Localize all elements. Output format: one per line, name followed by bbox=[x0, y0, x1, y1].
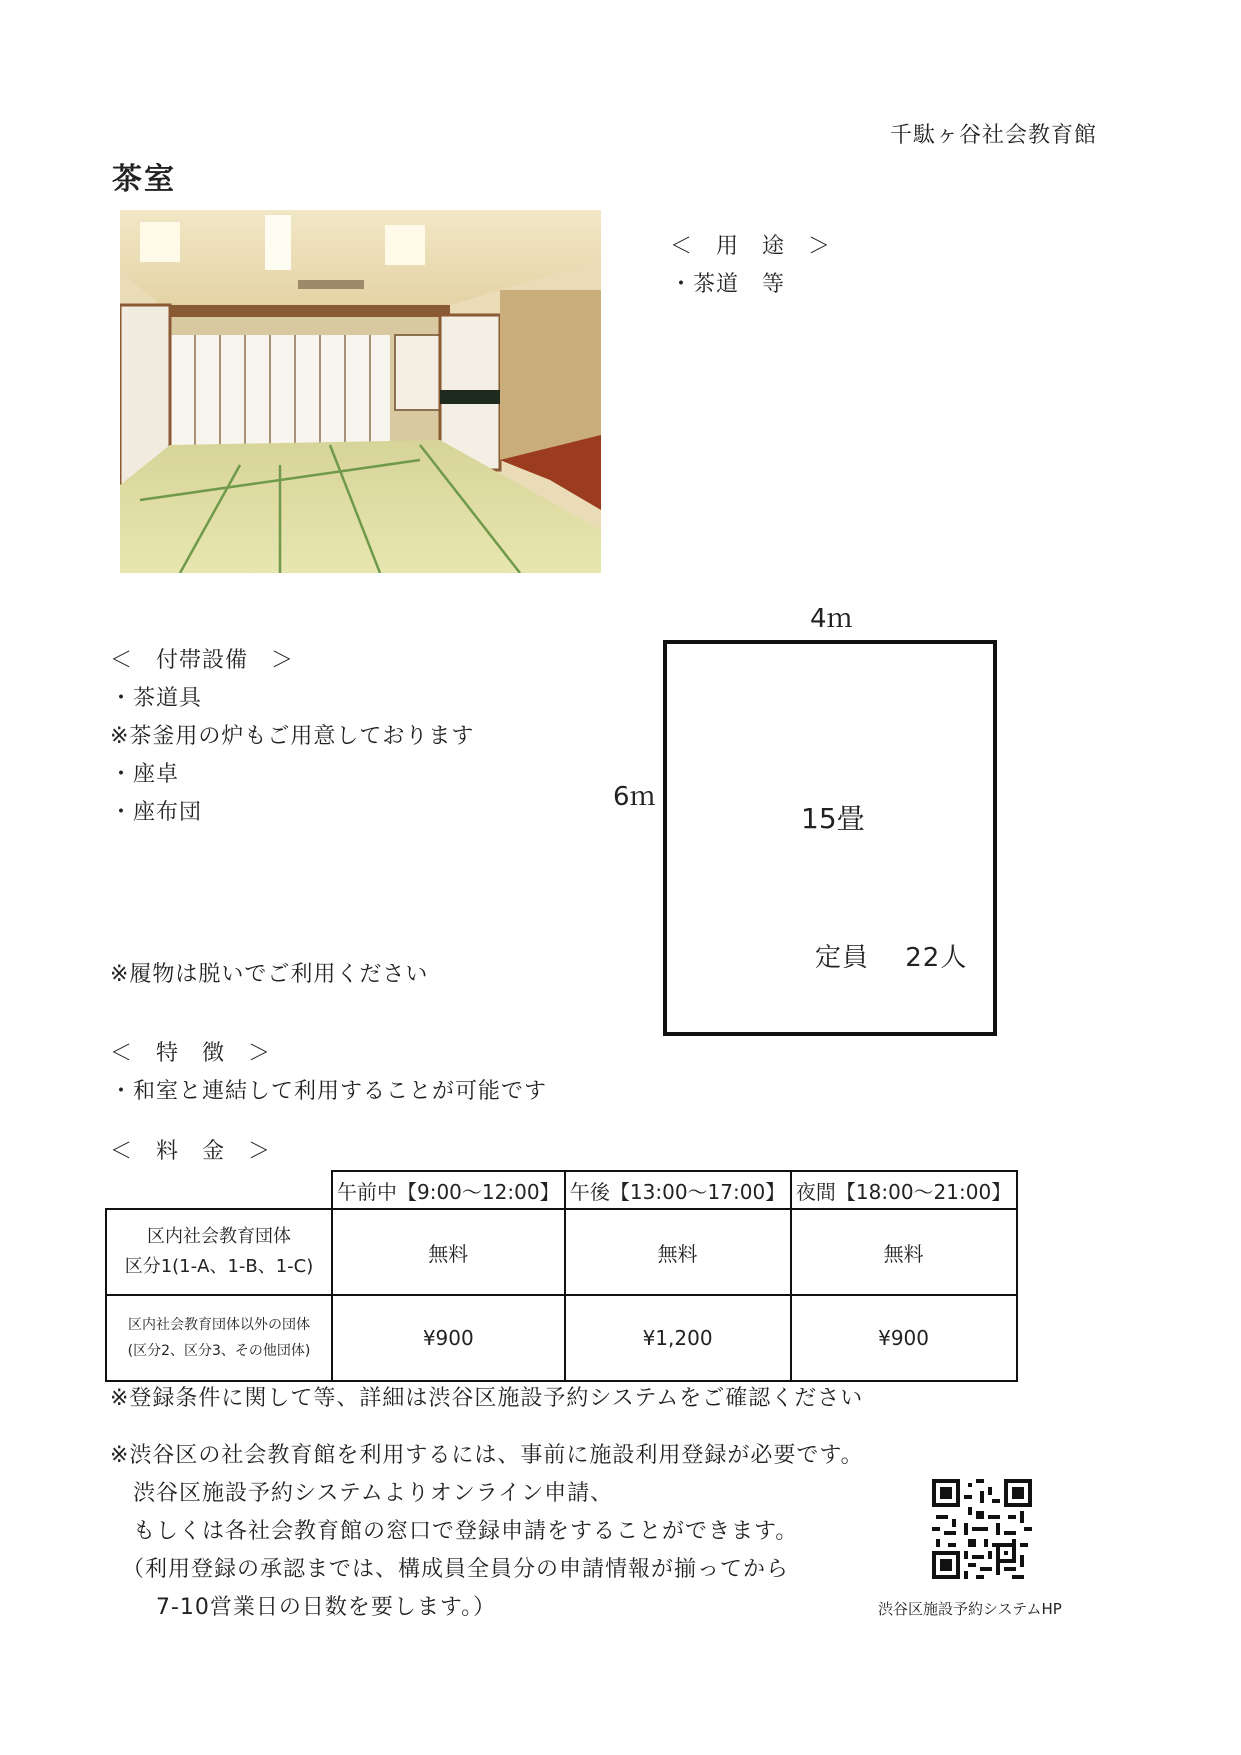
equipment-item: ・茶道具 bbox=[110, 686, 203, 711]
fee-category-line: 区内社会教育団体以外の団体 bbox=[128, 1317, 310, 1333]
fee-table bbox=[105, 1170, 1018, 1382]
equipment-section bbox=[110, 642, 474, 832]
fee-value: ¥1,200 bbox=[565, 1295, 791, 1381]
fee-table-corner bbox=[106, 1171, 332, 1209]
registration-note bbox=[110, 1437, 864, 1627]
fee-column-morning: 午前中【9:00～12:00】 bbox=[332, 1171, 565, 1209]
fee-table-header bbox=[106, 1171, 1017, 1209]
floor-plan bbox=[663, 640, 997, 1036]
usage-heading: ＜ 用 途 ＞ bbox=[670, 234, 832, 259]
floor-plan-size: 15畳 bbox=[801, 802, 865, 835]
tea-room-photo bbox=[120, 210, 601, 573]
fee-value: 無料 bbox=[565, 1209, 791, 1295]
equipment-item: ・座布団 bbox=[110, 800, 203, 825]
registration-line: （利用登録の承認までは、構成員全員分の申請情報が揃ってから bbox=[110, 1557, 790, 1582]
fee-category bbox=[106, 1209, 332, 1295]
organization-name: 千駄ヶ谷社会教育館 bbox=[890, 123, 1098, 148]
fee-value: ¥900 bbox=[791, 1295, 1017, 1381]
fee-category-line: (区分2、区分3、その他団体) bbox=[127, 1343, 311, 1359]
registration-line: 渋谷区施設予約システムよりオンライン申請、 bbox=[110, 1481, 614, 1506]
fee-value: 無料 bbox=[791, 1209, 1017, 1295]
registration-line: 7-10営業日の日数を要します。） bbox=[110, 1595, 497, 1620]
registration-line: ※渋谷区の社会教育館を利用するには、事前に施設利用登録が必要です。 bbox=[110, 1443, 864, 1468]
fees-heading: ＜ 料 金 ＞ bbox=[110, 1139, 272, 1164]
features-section bbox=[110, 1035, 547, 1111]
equipment-item: ・座卓 bbox=[110, 762, 180, 787]
usage-item: ・茶道 等 bbox=[670, 272, 786, 297]
registration-line: もしくは各社会教育館の窓口で登録申請をすることができます。 bbox=[110, 1519, 799, 1544]
floor-plan-capacity: 定員 22人 bbox=[815, 943, 968, 973]
usage-section bbox=[670, 228, 831, 304]
fee-value: ¥900 bbox=[332, 1295, 565, 1381]
floor-plan-depth: 6ｍ bbox=[613, 782, 656, 812]
equipment-item: ※茶釜用の炉もご用意しております bbox=[110, 724, 475, 749]
registration-conditions-note: ※登録条件に関して等、詳細は渋谷区施設予約システムをご確認ください bbox=[110, 1386, 864, 1411]
shoes-note: ※履物は脱いでご利用ください bbox=[110, 962, 429, 987]
features-heading: ＜ 特 徴 ＞ bbox=[110, 1041, 272, 1066]
fee-column-afternoon: 午後【13:00～17:00】 bbox=[565, 1171, 791, 1209]
floor-plan-width: 4ｍ bbox=[810, 604, 853, 634]
features-item: ・和室と連結して利用することが可能です bbox=[110, 1079, 548, 1104]
page-title: 茶室 bbox=[112, 162, 176, 197]
fee-column-evening: 夜間【18:00～21:00】 bbox=[791, 1171, 1017, 1209]
qr-code[interactable] bbox=[932, 1479, 1032, 1579]
equipment-heading: ＜ 付帯設備 ＞ bbox=[110, 648, 295, 673]
fee-category-line: 区内社会教育団体 bbox=[147, 1226, 291, 1247]
table-row bbox=[106, 1209, 1017, 1295]
table-row bbox=[106, 1295, 1017, 1381]
fee-category bbox=[106, 1295, 332, 1381]
fee-value: 無料 bbox=[332, 1209, 565, 1295]
fee-category-line: 区分1(1-A、1-B、1-C) bbox=[124, 1256, 314, 1277]
qr-caption: 渋谷区施設予約システムHP bbox=[878, 1600, 1062, 1618]
